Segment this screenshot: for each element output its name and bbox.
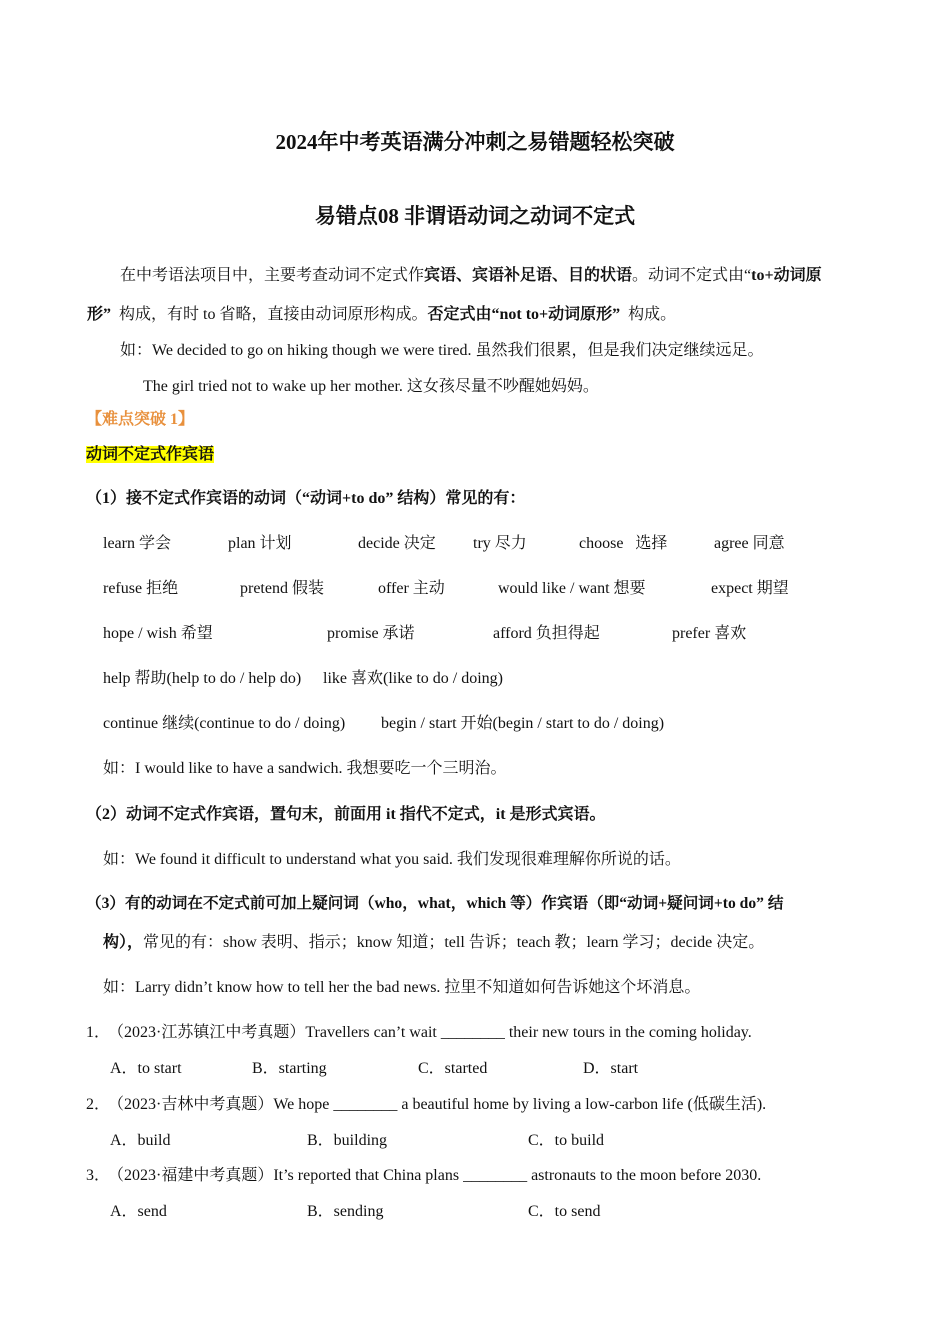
question-number: 2． <box>86 1096 111 1113</box>
option-c[interactable]: C．to send <box>528 1203 601 1220</box>
option-b[interactable]: B．sending <box>307 1203 384 1220</box>
vocab-item: learn 学会 <box>103 535 171 552</box>
option-c[interactable]: C．started <box>418 1060 488 1077</box>
option-a[interactable]: A．build <box>110 1132 171 1149</box>
page-title: 2024年中考英语满分冲刺之易错题轻松突破 <box>275 130 675 154</box>
intro-bold: 宾语、宾语补足语、目的状语 <box>424 267 633 284</box>
option-a[interactable]: A．send <box>110 1203 167 1220</box>
question-number: 3． <box>86 1167 111 1184</box>
option-a[interactable]: A．to start <box>110 1060 182 1077</box>
vocab-item: begin / start 开始(begin / start to do / doing) <box>381 715 665 732</box>
rule-3-line-2 <box>103 929 764 952</box>
example-1: 如：We decided to go on hiking though we were tired. 虽然我们很累，但是我们决定继续远足。 <box>120 342 764 359</box>
rule-3-line-1: （3）有的动词在不定式前可加上疑问词（who，what，which 等）作宾语（即“动词+疑问词+to do” 结 <box>86 895 784 912</box>
vocab-item: decide 决定 <box>358 535 436 552</box>
vocab-item: expect 期望 <box>711 580 789 597</box>
vocab-item: help 帮助(help to do / help do) <box>103 670 302 687</box>
vocab-item: choose 选择 <box>579 535 668 552</box>
option-b[interactable]: B．building <box>307 1132 388 1149</box>
question-stem: （2023·江苏镇江中考真题）Travellers can’t wait ________ their new tours in the coming holiday. <box>108 1024 752 1041</box>
option-b[interactable]: B．starting <box>252 1060 327 1077</box>
intro-bold: to+动词原 <box>751 267 822 284</box>
vocab-item: would like / want 想要 <box>498 580 646 597</box>
intro-line-2 <box>87 301 676 324</box>
option-d[interactable]: D．start <box>583 1060 639 1077</box>
vocab-item: plan 计划 <box>228 535 292 552</box>
vocab-item: refuse 拒绝 <box>103 580 179 597</box>
vocab-item: afford 负担得起 <box>493 625 600 642</box>
vocab-item: prefer 喜欢 <box>672 625 747 642</box>
intro-bold: 形” <box>87 306 112 323</box>
rule-3-bold: 构）， <box>103 934 144 951</box>
highlight-text: 动词不定式作宾语 <box>86 446 215 463</box>
page-subtitle: 易错点08 非谓语动词之动词不定式 <box>314 204 636 228</box>
intro-text: 构成。 <box>620 306 677 323</box>
vocab-item: pretend 假装 <box>240 580 324 597</box>
vocab-item: agree 同意 <box>714 535 785 552</box>
example-5: 如：Larry didn’t know how to tell her the bad news. 拉里不知道如何告诉她这个坏消息。 <box>103 979 701 996</box>
vocab-item: continue 继续(continue to do / doing) <box>103 715 346 732</box>
example-3: 如：I would like to have a sandwich. 我想要吃一个三明治。 <box>103 760 507 777</box>
intro-text: 在中考语法项目中，主要考查动词不定式作 <box>120 267 425 284</box>
question-number: 1． <box>86 1024 111 1041</box>
rule-1: （1）接不定式作宾语的动词（“动词+to do” 结构）常见的有： <box>86 490 526 507</box>
section-label: 【难点突破 1】 <box>86 411 195 428</box>
intro-text: 。动词不定式由“ <box>632 267 752 284</box>
vocab-item: try 尽力 <box>473 535 527 552</box>
question-stem: （2023·福建中考真题）It’s reported that China plans ________ astronauts to the moon before 2030. <box>108 1167 762 1184</box>
vocab-item: offer 主动 <box>378 580 445 597</box>
section-highlight <box>86 441 214 464</box>
example-4: 如：We found it difficult to understand what you said. 我们发现很难理解你所说的话。 <box>103 851 681 868</box>
intro-text: 构成，有时 to 省略，直接由动词原形构成。 <box>111 306 428 323</box>
intro-line-1 <box>120 262 822 285</box>
example-2: The girl tried not to wake up her mother. 这女孩尽量不吵醒她妈妈。 <box>143 378 599 395</box>
rule-2: （2）动词不定式作宾语，置句末，前面用 it 指代不定式，it 是形式宾语。 <box>86 806 606 823</box>
vocab-item: like 喜欢(like to do / doing) <box>323 670 503 687</box>
vocab-item: hope / wish 希望 <box>103 625 213 642</box>
vocab-item: promise 承诺 <box>327 625 415 642</box>
rule-3-text: 常见的有：show 表明、指示；know 知道；tell 告诉；teach 教；learn 学习；decide 决定。 <box>143 934 765 951</box>
option-c[interactable]: C．to build <box>528 1132 605 1149</box>
question-stem: （2023·吉林中考真题）We hope ________ a beautiful home by living a low-carbon life (低碳生活). <box>108 1096 767 1113</box>
intro-bold: 否定式由“not to+动词原形” <box>427 306 621 323</box>
